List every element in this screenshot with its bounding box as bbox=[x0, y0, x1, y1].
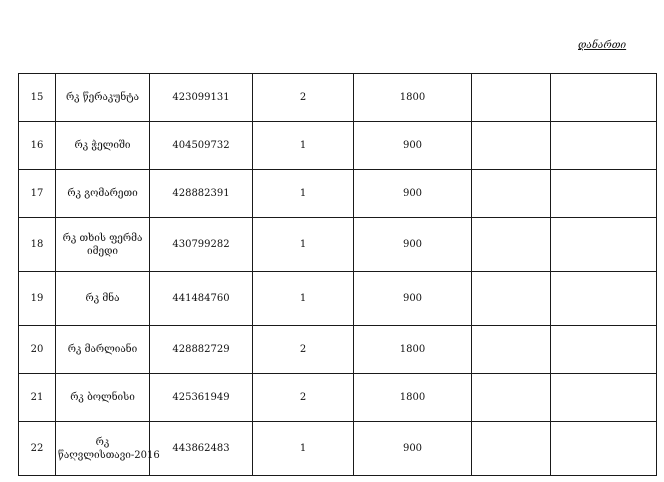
row-number: 21 bbox=[19, 374, 56, 422]
quantity: 1 bbox=[253, 218, 354, 272]
quantity: 2 bbox=[253, 374, 354, 422]
empty-cell bbox=[551, 218, 657, 272]
cooperative-name: რკ ჭელიში bbox=[56, 122, 150, 170]
identification-code: 430799282 bbox=[150, 218, 253, 272]
row-number: 17 bbox=[19, 170, 56, 218]
cooperatives-table bbox=[18, 73, 657, 476]
amount: 900 bbox=[354, 272, 472, 326]
empty-cell bbox=[472, 170, 551, 218]
empty-cell bbox=[551, 326, 657, 374]
table-row bbox=[19, 170, 657, 218]
empty-cell bbox=[472, 74, 551, 122]
table-row bbox=[19, 374, 657, 422]
empty-cell bbox=[551, 272, 657, 326]
amount: 900 bbox=[354, 170, 472, 218]
empty-cell bbox=[472, 122, 551, 170]
empty-cell bbox=[551, 122, 657, 170]
cooperative-name: რკ გომარეთი bbox=[56, 170, 150, 218]
identification-code: 428882729 bbox=[150, 326, 253, 374]
amount: 1800 bbox=[354, 374, 472, 422]
empty-cell bbox=[472, 422, 551, 476]
cooperative-name: რკ ბოლნისი bbox=[56, 374, 150, 422]
empty-cell bbox=[472, 218, 551, 272]
identification-code: 441484760 bbox=[150, 272, 253, 326]
empty-cell bbox=[472, 272, 551, 326]
empty-cell bbox=[472, 374, 551, 422]
identification-code: 423099131 bbox=[150, 74, 253, 122]
row-number: 15 bbox=[19, 74, 56, 122]
quantity: 1 bbox=[253, 272, 354, 326]
empty-cell bbox=[551, 374, 657, 422]
table-row bbox=[19, 326, 657, 374]
row-number: 19 bbox=[19, 272, 56, 326]
table-row bbox=[19, 272, 657, 326]
table-row bbox=[19, 422, 657, 476]
amount: 1800 bbox=[354, 326, 472, 374]
cooperative-name: რკ თხის ფერმა იმედი bbox=[56, 218, 150, 272]
quantity: 2 bbox=[253, 74, 354, 122]
amount: 900 bbox=[354, 122, 472, 170]
annex-label: დანართი bbox=[578, 40, 627, 51]
cooperative-name: რკ მარლიანი bbox=[56, 326, 150, 374]
empty-cell bbox=[551, 74, 657, 122]
table-row bbox=[19, 74, 657, 122]
cooperative-name: რკ წაღვლისთავი-2016 bbox=[56, 422, 150, 476]
cooperative-name: რკ მნა bbox=[56, 272, 150, 326]
table-row bbox=[19, 122, 657, 170]
row-number: 16 bbox=[19, 122, 56, 170]
identification-code: 425361949 bbox=[150, 374, 253, 422]
amount: 900 bbox=[354, 218, 472, 272]
quantity: 1 bbox=[253, 122, 354, 170]
table-row bbox=[19, 218, 657, 272]
row-number: 20 bbox=[19, 326, 56, 374]
row-number: 18 bbox=[19, 218, 56, 272]
empty-cell bbox=[551, 170, 657, 218]
quantity: 1 bbox=[253, 170, 354, 218]
identification-code: 443862483 bbox=[150, 422, 253, 476]
quantity: 1 bbox=[253, 422, 354, 476]
quantity: 2 bbox=[253, 326, 354, 374]
empty-cell bbox=[551, 422, 657, 476]
amount: 900 bbox=[354, 422, 472, 476]
empty-cell bbox=[472, 326, 551, 374]
amount: 1800 bbox=[354, 74, 472, 122]
identification-code: 404509732 bbox=[150, 122, 253, 170]
row-number: 22 bbox=[19, 422, 56, 476]
identification-code: 428882391 bbox=[150, 170, 253, 218]
cooperative-name: რკ წერაკუნტა bbox=[56, 74, 150, 122]
